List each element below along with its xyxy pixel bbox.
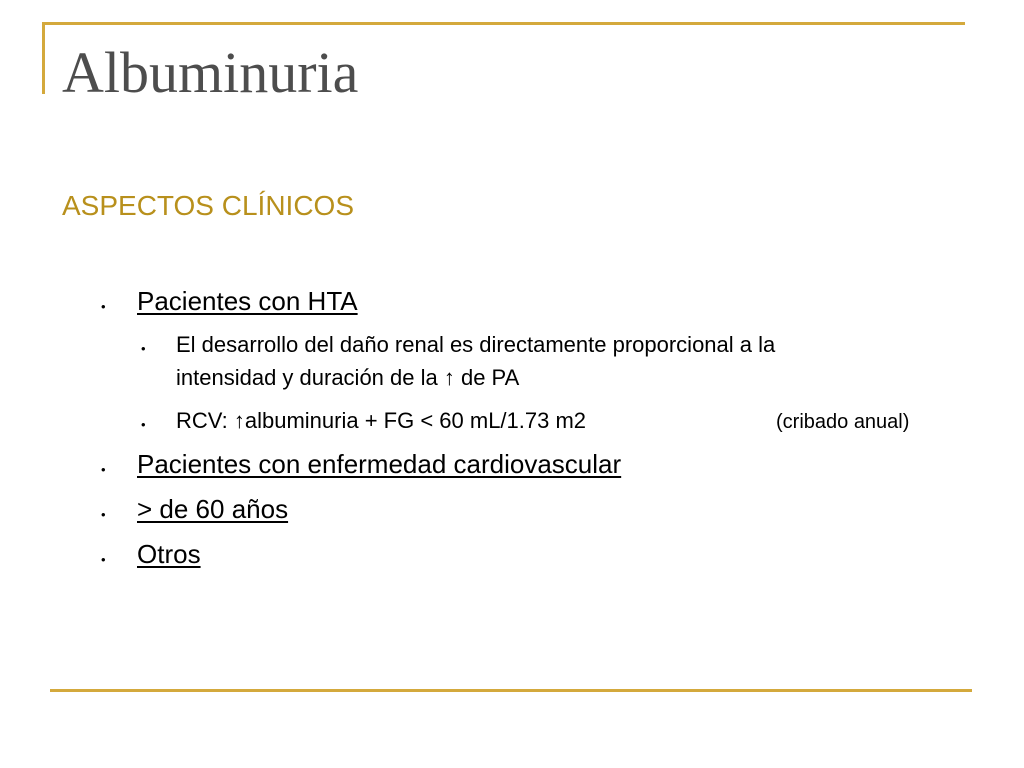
- list-item-otros[interactable]: Otros: [137, 539, 201, 569]
- sub-bullet-icon: •: [141, 417, 146, 432]
- top-border-line: [42, 22, 965, 25]
- bullet-icon: •: [101, 552, 106, 567]
- list-item-mayores-60[interactable]: > de 60 años: [137, 494, 289, 524]
- sub-item-dano-renal-line2: intensidad y duración de la ↑ de PA: [176, 365, 520, 390]
- list-item-cardiovascular[interactable]: Pacientes con enfermedad cardiovascular: [137, 449, 622, 479]
- bullet-icon: •: [101, 299, 106, 314]
- bullet-icon: •: [101, 462, 106, 477]
- slide-title: Albuminuria: [62, 40, 359, 105]
- sub-item-dano-renal-line1: El desarrollo del daño renal es directamente proporcional a la: [176, 332, 776, 357]
- bullet-icon: •: [101, 507, 106, 522]
- sub-bullet-icon: •: [141, 341, 146, 356]
- slide-subtitle: ASPECTOS CLÍNICOS: [62, 190, 355, 221]
- left-border-line: [42, 22, 45, 94]
- list-item-hta[interactable]: Pacientes con HTA: [137, 286, 358, 316]
- sub-item-rcv-note: (cribado anual): [776, 411, 910, 433]
- bottom-border-line: [50, 689, 972, 692]
- sub-item-rcv: RCV: ↑albuminuria + FG < 60 mL/1.73 m2: [176, 408, 587, 433]
